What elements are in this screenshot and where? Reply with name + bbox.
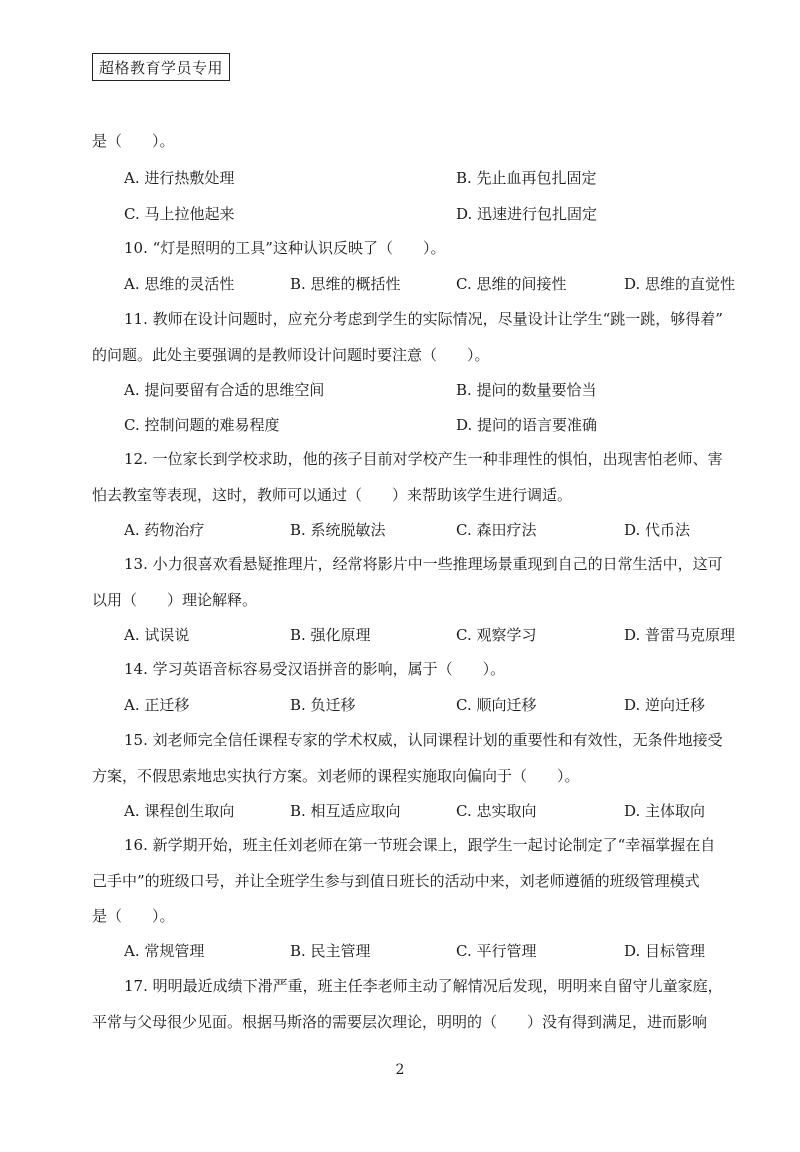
q16-option-b: B. 民主管理: [290, 942, 371, 960]
q9-option-b: B. 先止血再包扎固定: [456, 169, 597, 187]
q14-option-b: B. 负迁移: [290, 696, 356, 714]
q11-option-b: B. 提问的数量要恰当: [456, 381, 597, 399]
question-16-stem-line-2: 己手中”的班级口号，并让全班学生参与到值日班长的活动中来，刘老师遵循的班级管理模式: [92, 872, 700, 890]
question-10-stem: 10. “灯是照明的工具”这种认识反映了（ ）。: [124, 239, 446, 257]
question-9-continuation: 是（ ）。: [92, 132, 175, 150]
q10-option-c: C. 思维的间接性: [456, 275, 567, 293]
q16-option-a: A. 常规管理: [124, 942, 205, 960]
q12-option-b: B. 系统脱敏法: [290, 521, 386, 539]
question-16-stem-line-3: 是（ ）。: [92, 907, 175, 925]
q11-option-c: C. 控制问题的难易程度: [124, 416, 280, 434]
q14-option-d: D. 逆向迁移: [624, 696, 706, 714]
q15-option-b: B. 相互适应取向: [290, 802, 401, 820]
q15-option-a: A. 课程创生取向: [124, 802, 235, 820]
q14-option-a: A. 正迁移: [124, 696, 190, 714]
q14-option-c: C. 顺向迁移: [456, 696, 537, 714]
q9-option-a: A. 进行热敷处理: [124, 169, 235, 187]
q16-option-c: C. 平行管理: [456, 942, 537, 960]
question-15-stem-line-2: 方案，不假思索地忠实执行方案。刘老师的课程实施取向偏向于（ ）。: [92, 767, 580, 785]
question-17-stem-line-1: 17. 明明最近成绩下滑严重，班主任李老师主动了解情况后发现，明明来自留守儿童家庭，: [124, 977, 723, 995]
q9-option-d: D. 迅速进行包扎固定: [456, 205, 598, 223]
q10-option-b: B. 思维的概括性: [290, 275, 401, 293]
q10-option-d: D. 思维的直觉性: [624, 275, 736, 293]
q12-option-c: C. 森田疗法: [456, 521, 537, 539]
question-16-stem-line-1: 16. 新学期开始，班主任刘老师在第一节班会课上，跟学生一起讨论制定了“幸福掌握在自: [124, 836, 716, 854]
q12-option-d: D. 代币法: [624, 521, 691, 539]
q13-option-b: B. 强化原理: [290, 626, 371, 644]
q13-option-c: C. 观察学习: [456, 626, 537, 644]
header-label: 超格教育学员专用: [92, 53, 230, 81]
question-12-stem-line-2: 怕去教室等表现，这时，教师可以通过（ ）来帮助该学生进行调适。: [92, 486, 573, 504]
q16-option-d: D. 目标管理: [624, 942, 706, 960]
q15-option-c: C. 忠实取向: [456, 802, 537, 820]
question-14-stem: 14. 学习英语音标容易受汉语拼音的影响，属于（ ）。: [124, 660, 506, 678]
question-12-stem-line-1: 12. 一位家长到学校求助，他的孩子目前对学校产生一种非理性的惧怕，出现害怕老师、害: [124, 450, 723, 468]
q9-option-c: C. 马上拉他起来: [124, 205, 235, 223]
question-17-stem-line-2: 平常与父母很少见面。根据马斯洛的需要层次理论，明明的（ ）没有得到满足，进而影响: [92, 1013, 708, 1031]
question-15-stem-line-1: 15. 刘老师完全信任课程专家的学术权威，认同课程计划的重要性和有效性，无条件地接受: [124, 731, 723, 749]
q11-option-d: D. 提问的语言要准确: [456, 416, 598, 434]
page-number: 2: [395, 1062, 405, 1078]
q13-option-d: D. 普雷马克原理: [624, 626, 736, 644]
q10-option-a: A. 思维的灵活性: [124, 275, 235, 293]
q11-option-a: A. 提问要留有合适的思维空间: [124, 381, 325, 399]
question-11-stem-line-1: 11. 教师在设计问题时，应充分考虑到学生的实际情况，尽量设计让学生“跳一跳，够得着”: [124, 310, 723, 328]
question-13-stem-line-2: 以用（ ）理论解释。: [92, 591, 258, 609]
q15-option-d: D. 主体取向: [624, 802, 706, 820]
q12-option-a: A. 药物治疗: [124, 521, 205, 539]
question-13-stem-line-1: 13. 小力很喜欢看悬疑推理片，经常将影片中一些推理场景重现到自己的日常生活中，这可: [124, 555, 723, 573]
q13-option-a: A. 试误说: [124, 626, 190, 644]
question-11-stem-line-2: 的问题。此处主要强调的是教师设计问题时要注意（ ）。: [92, 346, 490, 364]
